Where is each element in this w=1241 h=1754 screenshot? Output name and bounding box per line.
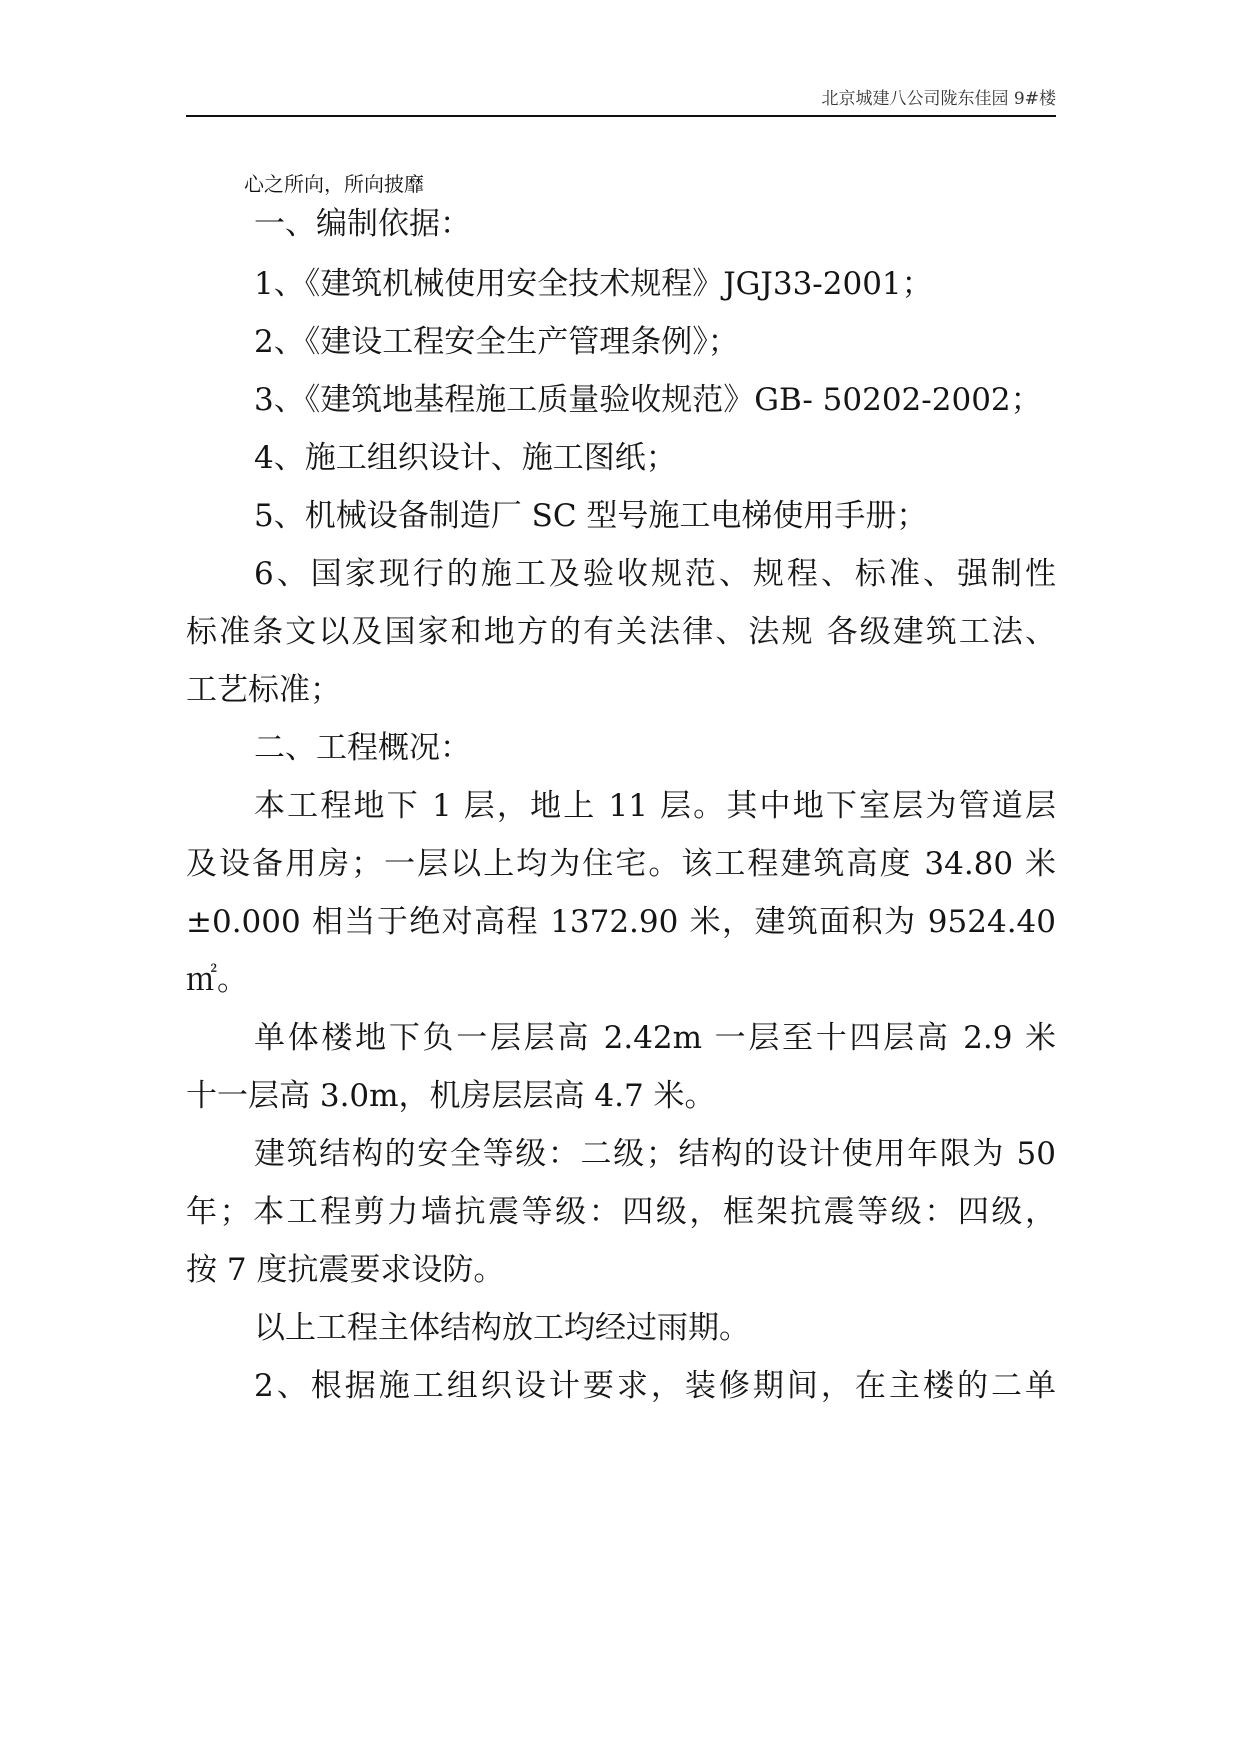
section-heading-basis: 一、编制依据： — [254, 206, 471, 242]
overview-paragraph-line: 及设备用房；一层以上均为住宅。该工程建筑高度 34.80 米 — [186, 846, 1056, 882]
safety-level-end: 按 7 度抗震要求设防。 — [186, 1252, 505, 1288]
header-rule — [186, 115, 1056, 117]
basis-item-6-cont: 标准条文以及国家和地方的有关法律、法规 各级建筑工法、 — [186, 614, 1056, 650]
page-header: 北京城建八公司陇东佳园 9#楼 — [821, 89, 1056, 109]
basis-item-5: 5、机械设备制造厂 SC 型号施工电梯使用手册； — [254, 498, 928, 534]
overview-paragraph-end: ㎡。 — [186, 962, 248, 998]
basis-item-6-end: 工艺标准； — [186, 672, 341, 708]
floor-height-line: 单体楼地下负一层层高 2.42m 一层至十四层高 2.9 米 — [254, 1020, 1056, 1056]
overview-paragraph-line: 本工程地下 1 层，地上 11 层。其中地下室层为管道层 — [254, 788, 1056, 824]
safety-level-line: 建筑结构的安全等级：二级；结构的设计使用年限为 50 — [254, 1136, 1056, 1172]
overview-paragraph-line: ±0.000 相当于绝对高程 1372.90 米，建筑面积为 9524.40 — [186, 904, 1056, 940]
floor-height-end: 十一层高 3.0m，机房层层高 4.7 米。 — [186, 1078, 716, 1114]
design-requirement-line: 2、根据施工组织设计要求，装修期间，在主楼的二单 — [254, 1368, 1056, 1404]
basis-item-2: 2、《建设工程安全生产管理条例》； — [254, 324, 739, 360]
section-heading-overview: 二、工程概况： — [254, 730, 471, 766]
safety-level-line: 年；本工程剪力墙抗震等级：四级，框架抗震等级：四级， — [186, 1194, 1056, 1230]
motto-text: 心之所向，所向披靡 — [244, 172, 424, 196]
rain-season-line: 以上工程主体结构放工均经过雨期。 — [254, 1310, 750, 1346]
basis-item-4: 4、施工组织设计、施工图纸； — [254, 440, 677, 476]
basis-item-1: 1、《建筑机械使用安全技术规程》JGJ33-2001； — [254, 266, 933, 302]
basis-item-6: 6、国家现行的施工及验收规范、规程、标准、强制性 — [254, 556, 1056, 592]
basis-item-3: 3、《建筑地基程施工质量验收规范》GB- 50202-2002； — [254, 382, 1042, 418]
